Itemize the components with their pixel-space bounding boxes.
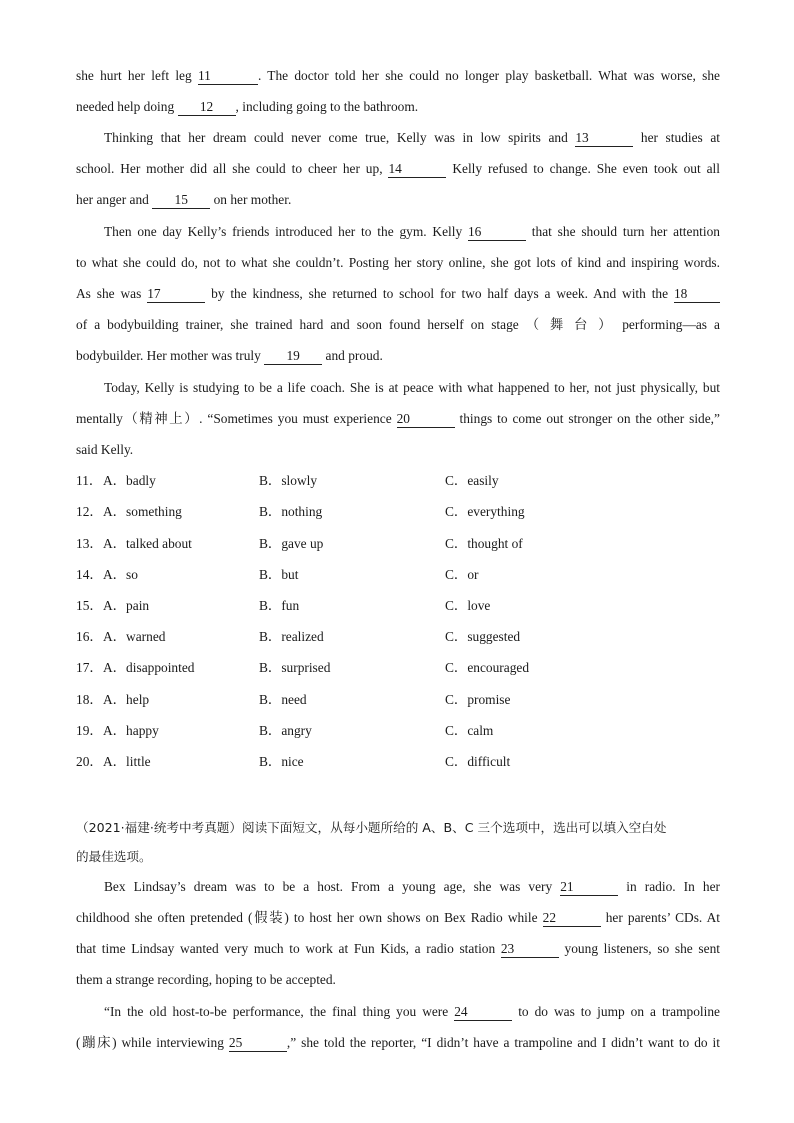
- option-a[interactable]: A．talked about: [103, 536, 192, 551]
- option-b[interactable]: B．surprised: [259, 660, 331, 675]
- section-instructions: 的最佳选项。: [76, 849, 152, 864]
- option-c[interactable]: C．suggested: [445, 629, 521, 644]
- option-b[interactable]: B．nothing: [259, 504, 323, 519]
- passage1-line-9: [76, 315, 720, 335]
- blank-24[interactable]: 24: [454, 1004, 512, 1021]
- section2-intro-line-2: [76, 847, 720, 867]
- question-number: 19．: [76, 723, 103, 738]
- text: needed help doing: [76, 99, 175, 114]
- text: (蹦床) while interviewing: [76, 1035, 224, 1050]
- passage1-line-1: [76, 66, 720, 86]
- question-number: 18．: [76, 692, 103, 707]
- passage1-line-5: [76, 190, 720, 210]
- blank-19[interactable]: 19: [264, 348, 322, 365]
- text: said Kelly.: [76, 442, 134, 457]
- blank-17[interactable]: 17: [147, 286, 205, 303]
- option-a[interactable]: A．something: [103, 504, 182, 519]
- passage2-line-6: [76, 1033, 720, 1053]
- option-a[interactable]: A．happy: [103, 723, 159, 738]
- text: mentally（精神上）. “Sometimes you must experience: [76, 411, 392, 426]
- option-c[interactable]: C．difficult: [445, 754, 511, 769]
- text: to what she could do, not to what she couldn’t. Posting her story online, she got lots of kind and inspiring words.: [76, 255, 720, 270]
- text: on her mother.: [213, 192, 292, 207]
- question-19-options: [76, 721, 720, 741]
- option-a[interactable]: A．help: [103, 692, 150, 707]
- question-18-options: [76, 690, 720, 710]
- question-number: 15．: [76, 598, 103, 613]
- option-c[interactable]: C．encouraged: [445, 660, 530, 675]
- option-b[interactable]: B．gave up: [259, 536, 324, 551]
- passage1-line-10: [76, 346, 720, 366]
- text: to do was to jump on a trampoline: [518, 1004, 720, 1019]
- option-c[interactable]: C．easily: [445, 473, 499, 488]
- blank-20[interactable]: 20: [397, 411, 455, 428]
- option-c[interactable]: C．calm: [445, 723, 494, 738]
- passage2-line-2: [76, 908, 720, 928]
- option-a[interactable]: A．warned: [103, 629, 166, 644]
- text: her studies at: [640, 130, 720, 145]
- text: . The doctor told her she could no longer play basketball. What was worse, she: [257, 68, 720, 83]
- text: her anger and: [76, 192, 149, 207]
- passage1-line-12: [76, 409, 720, 429]
- text: Kelly refused to change. She even took out all: [452, 161, 720, 176]
- section2-intro-line-1: [76, 818, 720, 838]
- blank-25[interactable]: 25: [229, 1035, 287, 1052]
- passage1-line-8: [76, 284, 720, 304]
- question-number: 14．: [76, 567, 103, 582]
- question-number: 11．: [76, 473, 103, 488]
- option-c[interactable]: C．promise: [445, 692, 511, 707]
- passage1-line-4: [76, 159, 720, 179]
- option-b[interactable]: B．slowly: [259, 473, 318, 488]
- text: things to come out stronger on the other side,”: [459, 411, 720, 426]
- text: that she should turn her attention: [531, 224, 720, 239]
- option-a[interactable]: A．so: [103, 567, 138, 582]
- blank-18[interactable]: 18: [674, 286, 720, 303]
- blank-12[interactable]: 12: [178, 99, 236, 116]
- question-14-options: [76, 565, 720, 585]
- passage1-line-2: [76, 97, 720, 117]
- text: her parents’ CDs. At: [605, 910, 720, 925]
- option-c[interactable]: C．everything: [445, 504, 525, 519]
- blank-15[interactable]: 15: [152, 192, 210, 209]
- text: Today, Kelly is studying to be a life coach. She is at peace with what happened to her, not just physically, but: [104, 380, 720, 395]
- passage1-line-11: [104, 378, 720, 398]
- passage2-line-4: [76, 970, 720, 990]
- question-11-options: [76, 471, 720, 491]
- text: she hurt her left leg: [76, 68, 192, 83]
- passage2-line-1: [104, 877, 720, 897]
- blank-16[interactable]: 16: [468, 224, 526, 241]
- option-a[interactable]: A．badly: [103, 473, 156, 488]
- option-b[interactable]: B．realized: [259, 629, 324, 644]
- blank-13[interactable]: 13: [575, 130, 633, 147]
- question-number: 13．: [76, 536, 103, 551]
- passage1-line-6: [104, 222, 720, 242]
- blank-23[interactable]: 23: [501, 941, 559, 958]
- question-number: 16．: [76, 629, 103, 644]
- text: and proud.: [325, 348, 383, 363]
- passage1-line-13: [76, 440, 720, 460]
- text: As she was: [76, 286, 142, 301]
- text: , including going to the bathroom.: [235, 99, 419, 114]
- text: Thinking that her dream could never come true, Kelly was in low spirits and: [104, 130, 568, 145]
- passage2-line-5: [104, 1002, 720, 1022]
- passage1-line-7: [76, 253, 720, 273]
- passage2-line-3: [76, 939, 720, 959]
- text: of a bodybuilding trainer, she trained hard and soon found herself on stage （ 舞 台 ） performing—as a: [76, 317, 720, 332]
- question-15-options: [76, 596, 720, 616]
- question-13-options: [76, 534, 720, 554]
- text: Bex Lindsay’s dream was to be a host. From a young age, she was very: [104, 879, 553, 894]
- text: school. Her mother did all she could to cheer her up,: [76, 161, 383, 176]
- section-instructions: （2021·福建·统考中考真题）阅读下面短文，从每小题所给的 A、B、C 三个选项中，选出可以填入空白处: [76, 820, 667, 835]
- text: ,” she told the reporter, “I didn’t have a trampoline and I didn’t want to do it: [286, 1035, 720, 1050]
- option-b[interactable]: B．fun: [259, 598, 300, 613]
- question-number: 17．: [76, 660, 103, 675]
- question-number: 12．: [76, 504, 103, 519]
- option-a[interactable]: A．disappointed: [103, 660, 195, 675]
- option-a[interactable]: A．pain: [103, 598, 150, 613]
- blank-22[interactable]: 22: [543, 910, 601, 927]
- text: “In the old host-to-be performance, the final thing you were: [104, 1004, 449, 1019]
- option-c[interactable]: C．or: [445, 567, 479, 582]
- blank-11[interactable]: 11: [198, 68, 258, 85]
- question-12-options: [76, 502, 720, 522]
- text: by the kindness, she returned to school for two half days a week. And with the: [211, 286, 669, 301]
- blank-14[interactable]: 14: [388, 161, 446, 178]
- question-17-options: [76, 658, 720, 678]
- question-20-options: [76, 752, 720, 772]
- text: that time Lindsay wanted very much to work at Fun Kids, a radio station: [76, 941, 496, 956]
- text: in radio. In her: [626, 879, 720, 894]
- option-c[interactable]: C．thought of: [445, 536, 523, 551]
- question-number: 20．: [76, 754, 103, 769]
- option-c[interactable]: C．love: [445, 598, 491, 613]
- option-a[interactable]: A．little: [103, 754, 151, 769]
- passage1-line-3: [104, 128, 720, 148]
- option-b[interactable]: B．need: [259, 692, 307, 707]
- blank-21[interactable]: 21: [560, 879, 618, 896]
- option-b[interactable]: B．but: [259, 567, 299, 582]
- option-b[interactable]: B．nice: [259, 754, 304, 769]
- option-b[interactable]: B．angry: [259, 723, 312, 738]
- text: them a strange recording, hoping to be accepted.: [76, 972, 336, 987]
- text: childhood she often pretended (假装) to host her own shows on Bex Radio while: [76, 910, 538, 925]
- question-16-options: [76, 627, 720, 647]
- text: bodybuilder. Her mother was truly: [76, 348, 261, 363]
- text: Then one day Kelly’s friends introduced her to the gym. Kelly: [104, 224, 463, 239]
- text: young listeners, so she sent: [564, 941, 720, 956]
